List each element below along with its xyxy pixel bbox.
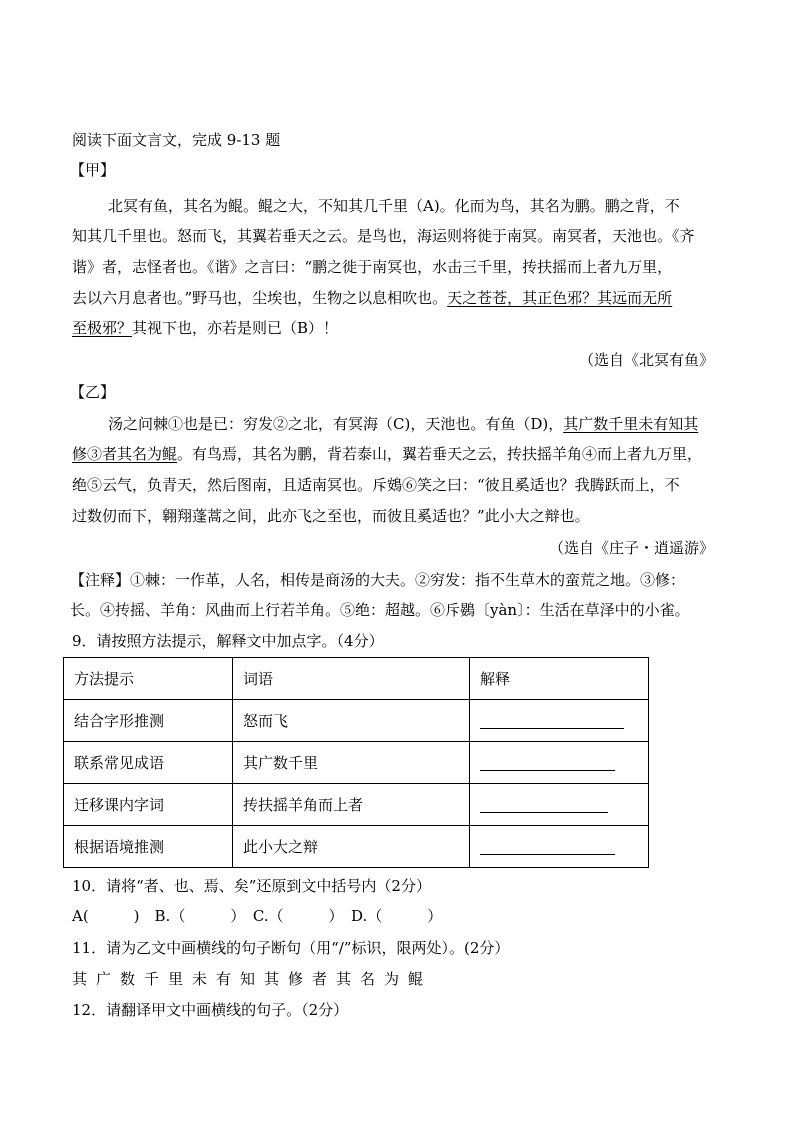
question-10-options: A( ) B.（ ） C.（ ） D.（ ） [72,907,443,925]
jia-line-5-plain: 其视下也，亦若是则已（B）！ [132,319,339,337]
jia-line-2: 知其几千里也。怒而飞，其翼若垂天之云。是鸟也，海运则将徙于南冥。南冥者，天池也。《齐 [72,227,695,245]
answer-cell [470,784,649,826]
word-cell: 抟扶摇羊角而上者 [233,784,470,826]
question-9: 9．请按照方法提示，解释文中加点字。（4分） [72,632,384,650]
jia-underlined-sentence-part1: 天之苍苍，其正色邪？其远而无所 [447,289,673,307]
header-word: 词语 [233,658,470,700]
answer-cell [470,742,649,784]
method-cell: 根据语境推测 [64,826,233,868]
table-row [64,700,649,742]
yi-line-1 [108,414,698,434]
intro-text: 阅读下面文言文，完成 9-13 题 [72,131,281,149]
table-header-row [64,658,649,700]
answer-blank[interactable] [480,798,608,813]
section-yi-label: 【乙】 [70,383,116,401]
jia-line-4-plain: 去以六月息者也。”野马也，尘埃也，生物之以息相吹也。 [72,289,448,307]
word-cell: 其广数千里 [233,742,470,784]
yi-line-4: 过数仞而下，翱翔蓬蒿之间，此亦飞之至也，而彼且奚适也？”此小大之辩也。 [72,507,590,525]
table-row [64,784,649,826]
jia-line-5 [72,318,338,338]
jia-line-1: 北冥有鱼，其名为鲲。鲲之大，不知其几千里（A)。化而为鸟，其名为鹏。鹏之背，不 [108,197,680,215]
question-12: 12．请翻译甲文中画横线的句子。（2分） [72,1001,349,1019]
header-explanation: 解释 [470,658,649,700]
yi-underlined-sentence-part1: 其广数千里未有知其 [563,415,699,433]
yi-line-2 [72,444,702,464]
question-11: 11．请为乙文中画横线的句子断句（用“/”标识，限两处）。(2分） [72,939,510,957]
answer-blank[interactable] [480,756,615,771]
table-row [64,826,649,868]
table-row [64,742,649,784]
jia-line-4 [72,288,672,308]
jia-line-3: 谐》者，志怪者也。《谐》之言曰：“鹏之徙于南冥也，水击三千里，抟扶摇而上者九万里， [72,258,673,276]
method-cell: 迁移课内字词 [64,784,233,826]
yi-line-3: 绝⑤云气，负青天，然后图南，且适南冥也。斥鴳⑥笑之曰：“彼且奚适也？我腾跃而上，不 [72,476,680,494]
yi-line-1-plain: 汤之问棘①也是已：穷发②之北，有冥海（C)，天池也。有鱼（D)， [108,415,564,433]
yi-line-2-plain: 。有鸟焉，其名为鹏，背若泰山，翼若垂天之云，抟扶摇羊角④而上者九万里， [177,445,703,463]
header-method: 方法提示 [64,658,233,700]
answer-blank[interactable] [480,714,624,729]
section-jia-label: 【甲】 [70,161,116,179]
yi-source: （选自《庄子・逍遥游》 [548,539,714,557]
jia-source: （选自《北冥有鱼》 [578,351,714,369]
yi-underlined-sentence-part2: 修③者其名为鲲 [72,445,178,463]
notes-line-2: 长。④抟摇、羊角：风曲而上行若羊角。⑤绝：超越。⑥斥鷃〔yàn〕：生活在草泽中的小雀。 [70,601,690,619]
method-cell: 联系常见成语 [64,742,233,784]
question-10: 10．请将“者、也、焉、矣”还原到文中括号内（2分） [72,877,431,895]
question-11-sentence: 其广数千里未有知其修者其名为鲲 [72,970,433,988]
word-cell: 怒而飞 [233,700,470,742]
method-cell: 结合字形推测 [64,700,233,742]
method-table [63,657,649,868]
answer-blank[interactable] [480,840,615,855]
answer-cell [470,700,649,742]
notes-line-1: 【注释】①棘：一作革，人名，相传是商汤的大夫。②穷发：指不生草木的蛮荒之地。③修： [70,571,686,589]
jia-underlined-sentence-part2: 至极邪？ [72,319,133,337]
word-cell: 此小大之辩 [233,826,470,868]
answer-cell [470,826,649,868]
